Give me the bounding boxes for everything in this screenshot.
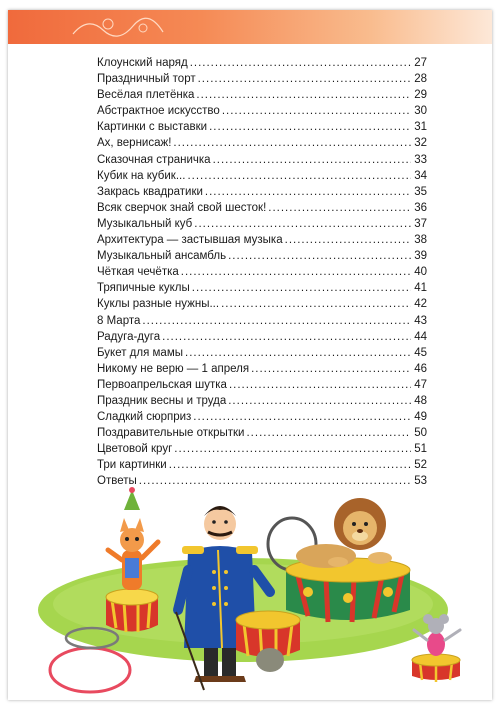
toc-entry <box>97 103 427 119</box>
toc-entry <box>97 329 427 345</box>
toc-entry <box>97 232 427 248</box>
toc-entry-title: 8 Марта <box>97 314 141 327</box>
toc-dot-leader <box>194 216 411 232</box>
cat-clown <box>106 487 158 632</box>
toc-entry <box>97 313 427 329</box>
toc-entry <box>97 296 427 312</box>
table-of-contents <box>97 55 427 490</box>
toc-entry-title: Букет для мамы <box>97 346 183 359</box>
toc-entry-page: 42 <box>414 298 427 311</box>
toc-dot-leader <box>228 393 411 409</box>
toc-entry <box>97 393 427 409</box>
toc-entry-page: 52 <box>414 459 427 472</box>
toc-dot-leader <box>162 329 411 345</box>
toc-dot-leader <box>196 87 411 103</box>
toc-entry <box>97 361 427 377</box>
toc-dot-leader <box>228 248 411 264</box>
toc-dot-leader <box>246 425 411 441</box>
toc-dot-leader <box>193 409 411 425</box>
hoop-red <box>50 648 130 692</box>
toc-dot-leader <box>285 232 411 248</box>
toc-entry-title: Абстрактное искусство <box>97 105 220 118</box>
toc-entry-page: 30 <box>414 105 427 118</box>
weight-ball <box>256 648 284 672</box>
drum-pedestal <box>236 611 300 672</box>
toc-entry-title: Куклы разные нужны... <box>97 298 220 311</box>
toc-entry-title: Три картинки <box>97 459 167 472</box>
toc-entry-title: Праздник весны и труда <box>97 394 227 407</box>
lion <box>296 498 392 568</box>
toc-dot-leader <box>221 296 411 312</box>
toc-entry-page: 41 <box>414 282 427 295</box>
toc-entry-title: Ответы <box>97 475 137 488</box>
toc-dot-leader <box>213 152 411 168</box>
toc-entry <box>97 377 427 393</box>
toc-entry <box>97 184 427 200</box>
toc-entry <box>97 55 427 71</box>
toc-dot-leader <box>142 313 411 329</box>
toc-entry-page: 44 <box>414 330 427 343</box>
toc-dot-leader <box>198 71 411 87</box>
toc-entry <box>97 168 427 184</box>
toc-entry-page: 38 <box>414 234 427 247</box>
toc-dot-leader <box>185 345 411 361</box>
toc-entry <box>97 264 427 280</box>
toc-dot-leader <box>173 135 411 151</box>
toc-entry-title: Цветовой круг <box>97 443 173 456</box>
toc-entry-page: 49 <box>414 411 427 424</box>
toc-entry-page: 29 <box>414 89 427 102</box>
toc-dot-leader <box>181 264 411 280</box>
toc-entry-title: Первоапрельская шутка <box>97 378 227 391</box>
toc-entry-title: Тряпичные куклы <box>97 282 190 295</box>
book-page <box>8 10 492 700</box>
toc-entry <box>97 345 427 361</box>
toc-entry-title: Сказочная страничка <box>97 153 211 166</box>
toc-entry-page: 48 <box>414 394 427 407</box>
toc-entry-page: 32 <box>414 137 427 150</box>
toc-dot-leader <box>209 119 411 135</box>
toc-entry <box>97 135 427 151</box>
toc-dot-leader <box>190 55 411 71</box>
toc-entry-page: 40 <box>414 266 427 279</box>
toc-entry <box>97 87 427 103</box>
toc-entry-title: Кубик на кубик... <box>97 169 186 182</box>
toc-entry <box>97 200 427 216</box>
toc-entry-title: Закрась квадратики <box>97 185 203 198</box>
toc-dot-leader <box>268 200 411 216</box>
toc-dot-leader <box>169 457 411 473</box>
toc-entry-title: Архитектура — застывшая музыка <box>97 234 283 247</box>
toc-entry-page: 36 <box>414 201 427 214</box>
toc-entry-title: Чёткая чечётка <box>97 266 179 279</box>
toc-entry-title: Ах, вернисаж! <box>97 137 172 150</box>
toc-entry <box>97 409 427 425</box>
toc-entry <box>97 457 427 473</box>
toc-entry-page: 39 <box>414 250 427 263</box>
toc-entry-page: 28 <box>414 73 427 86</box>
toc-entry <box>97 425 427 441</box>
toc-entry-title: Весёлая плетёнка <box>97 89 195 102</box>
toc-entry-page: 50 <box>414 427 427 440</box>
toc-entry-title: Праздничный торт <box>97 73 196 86</box>
toc-entry-page: 45 <box>414 346 427 359</box>
toc-entry-page: 43 <box>414 314 427 327</box>
toc-entry-title: Всяк сверчок знай свой шесток! <box>97 201 267 214</box>
toc-dot-leader <box>187 168 411 184</box>
toc-dot-leader <box>174 441 411 457</box>
toc-entry-title: Музыкальный куб <box>97 217 193 230</box>
toc-entry-page: 46 <box>414 362 427 375</box>
toc-entry <box>97 280 427 296</box>
toc-entry-title: Поздравительные открытки <box>97 427 245 440</box>
header-band <box>8 10 492 44</box>
toc-dot-leader <box>229 377 411 393</box>
toc-entry-page: 37 <box>414 217 427 230</box>
toc-entry-title: Музыкальный ансамбль <box>97 250 227 263</box>
toc-entry-page: 27 <box>414 57 427 69</box>
toc-entry <box>97 216 427 232</box>
toc-dot-leader <box>205 184 411 200</box>
toc-entry-title: Картинки с выставки <box>97 121 208 134</box>
toc-entry-page: 33 <box>414 153 427 166</box>
toc-dot-leader <box>192 280 411 296</box>
toc-entry-page: 51 <box>414 443 427 456</box>
toc-dot-leader <box>222 103 411 119</box>
toc-entry-page: 31 <box>414 121 427 134</box>
toc-entry-page: 35 <box>414 185 427 198</box>
toc-entry-page: 34 <box>414 169 427 182</box>
toc-entry <box>97 248 427 264</box>
toc-entry-page: 47 <box>414 378 427 391</box>
toc-entry-title: Клоунский наряд <box>97 57 188 69</box>
lion-pedestal <box>286 558 410 622</box>
toc-entry-title: Сладкий сюрприз <box>97 411 192 424</box>
toc-entry <box>97 119 427 135</box>
decorative-swirl-icon <box>68 12 188 42</box>
toc-entry <box>97 441 427 457</box>
toc-entry <box>97 152 427 168</box>
toc-entry-page: 53 <box>414 475 427 488</box>
toc-entry-title: Никому не верю — 1 апреля <box>97 362 250 375</box>
toc-entry-title: Радуга-дуга <box>97 330 161 343</box>
toc-entry <box>97 71 427 87</box>
circus-illustration <box>8 480 492 700</box>
toc-dot-leader <box>251 361 411 377</box>
